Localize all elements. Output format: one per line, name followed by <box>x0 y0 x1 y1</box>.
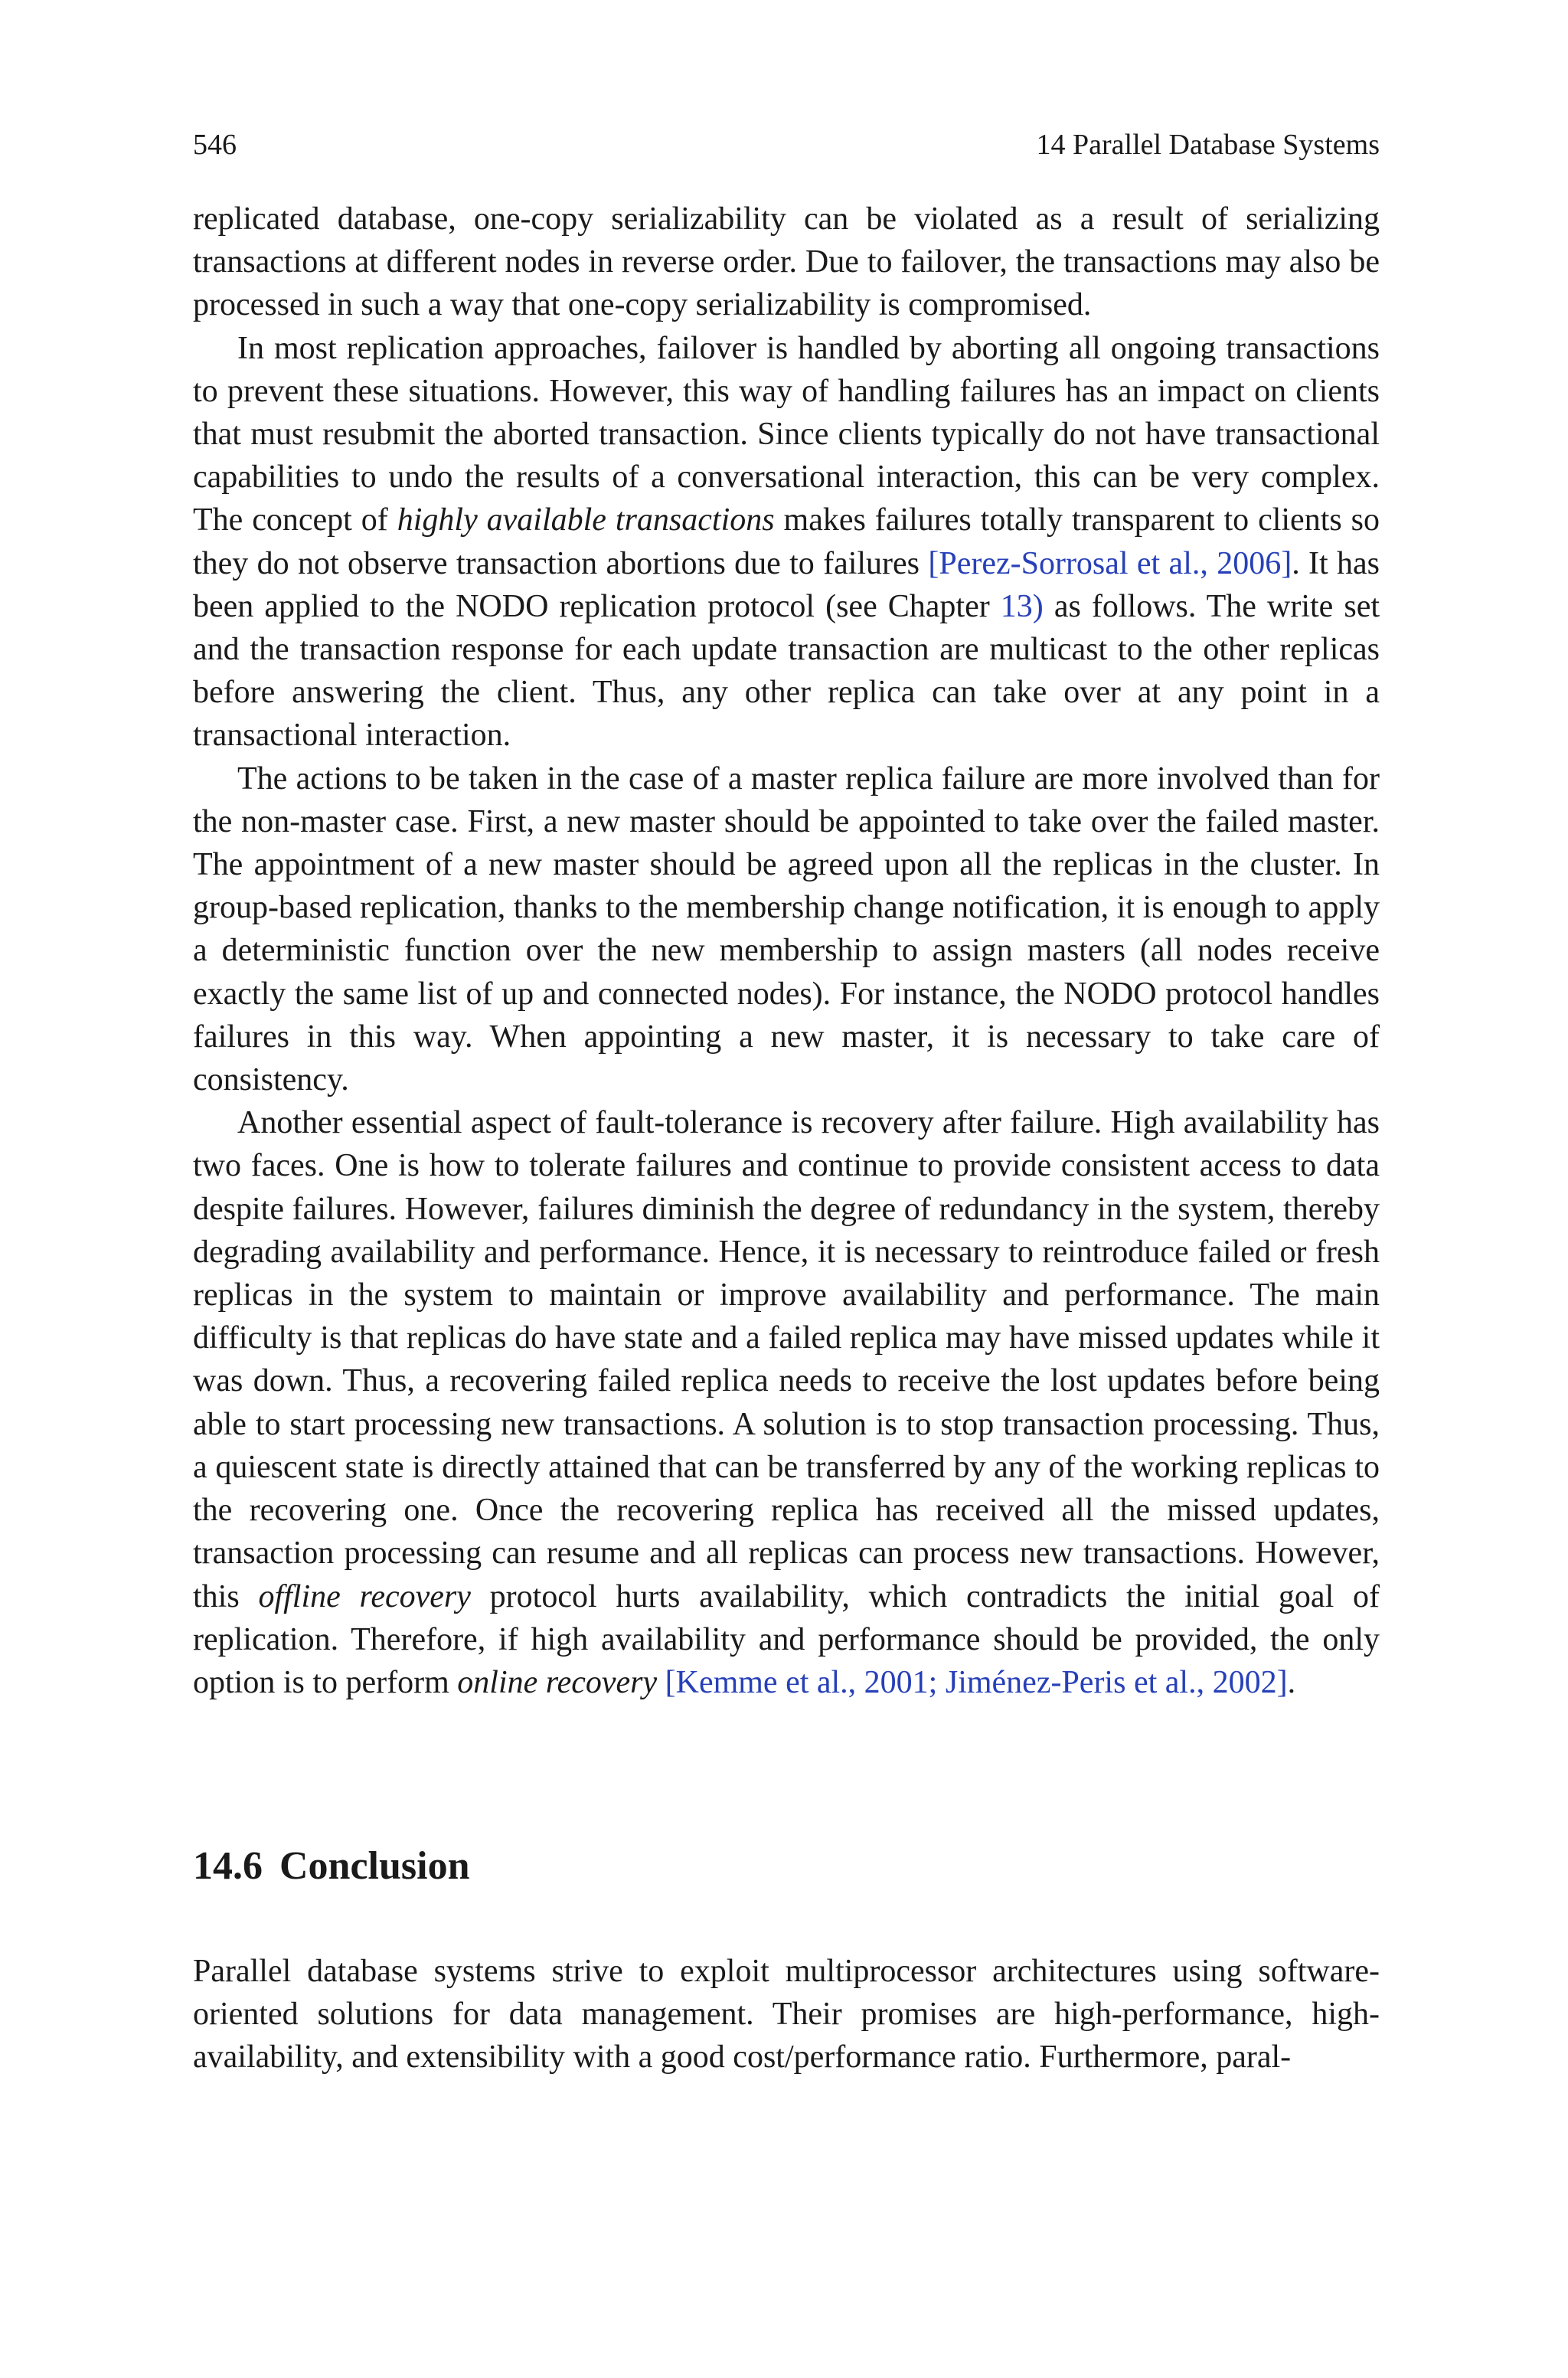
paragraph-text: protocol hurts availability, which contradicts the initial goal of replication. Therefore, if high availability and performance should be provided, the only option is to perform <box>193 1578 1380 1700</box>
italic-term: offline recovery <box>258 1578 471 1614</box>
paragraph-continued <box>193 198 1380 327</box>
paragraph-text: The actions to be taken in the case of a master replica failure are more involved than for the non-master case. First, a new master should be appointed to take over the failed master. The appointment of a new master should be agreed upon all the replicas in the cluster. In group-based replication, thanks to the membership change notification, it is enough to apply a deterministic function over the new membership to assign masters (all nodes receive exactly the same list of up and connected nodes). For instance, the NODO protocol handles failures in this way. When appointing a new master, it is necessary to take care of consistency. <box>193 761 1380 1098</box>
paragraph-highly-available-transactions <box>193 327 1380 757</box>
running-head: 14 Parallel Database Systems <box>1036 129 1380 161</box>
citation-link[interactable]: [Kemme et al., 2001; Jiménez-Peris et al., 2002] <box>665 1664 1288 1700</box>
paragraph-text: In most replication approaches, failover is handled by aborting all ongoing transactions to prevent these situations. However, this way of handling failures has an impact on clients that must resubmit the aborted transaction. Since clients typically do not have transactional capabilities to undo the results of a conversational interaction, this can be very complex. The concept of <box>193 330 1380 538</box>
chapter-link[interactable]: 13) <box>1000 588 1044 624</box>
paragraph-master-failure <box>193 757 1380 1102</box>
paragraph-text: . <box>1287 1664 1296 1700</box>
section-number: 14.6 <box>193 1844 263 1888</box>
paragraph-text: makes failures totally transparent to clients so they do not observe transaction abortions due to failures <box>193 502 1380 581</box>
italic-term: online recovery <box>457 1664 658 1700</box>
paragraph-text: Parallel database systems strive to exploit multiprocessor architectures using software-oriented solutions for data management. Their promises are high-performance, high-availability, and extensibility with a good cost/performance ratio. Furthermore, paral- <box>193 1954 1380 2075</box>
conclusion-text <box>193 1950 1380 2079</box>
paragraph-text: . It has been applied to the NODO replication protocol (see Chapter <box>193 545 1380 624</box>
page-header <box>193 126 1380 164</box>
body-text <box>193 198 1380 1704</box>
section-heading <box>193 1842 470 1891</box>
section-title: Conclusion <box>279 1844 470 1888</box>
paragraph-recovery <box>193 1101 1380 1704</box>
paragraph-conclusion <box>193 1950 1380 2079</box>
citation-link[interactable]: [Perez-Sorrosal et al., 2006] <box>928 545 1292 581</box>
paragraph-text: Another essential aspect of fault-tolerance is recovery after failure. High availability has two faces. One is how to tolerate failures and continue to provide consistent access to data despite failures. However, failures diminish the degree of redundancy in the system, thereby degrading availability and performance. Hence, it is necessary to reintroduce failed or fresh replicas in the system to maintain or improve availability and performance. The main difficulty is that replicas do have state and a failed replica may have missed updates while it was down. Thus, a recovering failed replica needs to receive the lost updates before being able to start processing new transactions. A solution is to stop transaction processing. Thus, a quiescent state is directly attained that can be transferred by any of the working replicas to the recovering one. Once the recovering replica has received all the missed updates, transaction processing can resume and all replicas can process new transactions. However, this <box>193 1105 1380 1614</box>
italic-term: highly available transactions <box>397 502 775 538</box>
paragraph-text <box>657 1665 665 1700</box>
paragraph-text: as follows. The write set and the transaction response for each update transaction are multicast to the other replicas before answering the client. Thus, any other replica can take over at any point in a transactional interaction. <box>193 588 1380 754</box>
page-number: 546 <box>193 129 237 161</box>
paragraph-text: replicated database, one-copy serializability can be violated as a result of serializing transactions at different nodes in reverse order. Due to failover, the transactions may also be processed in such a way that one-copy serializability is compromised. <box>193 201 1380 323</box>
